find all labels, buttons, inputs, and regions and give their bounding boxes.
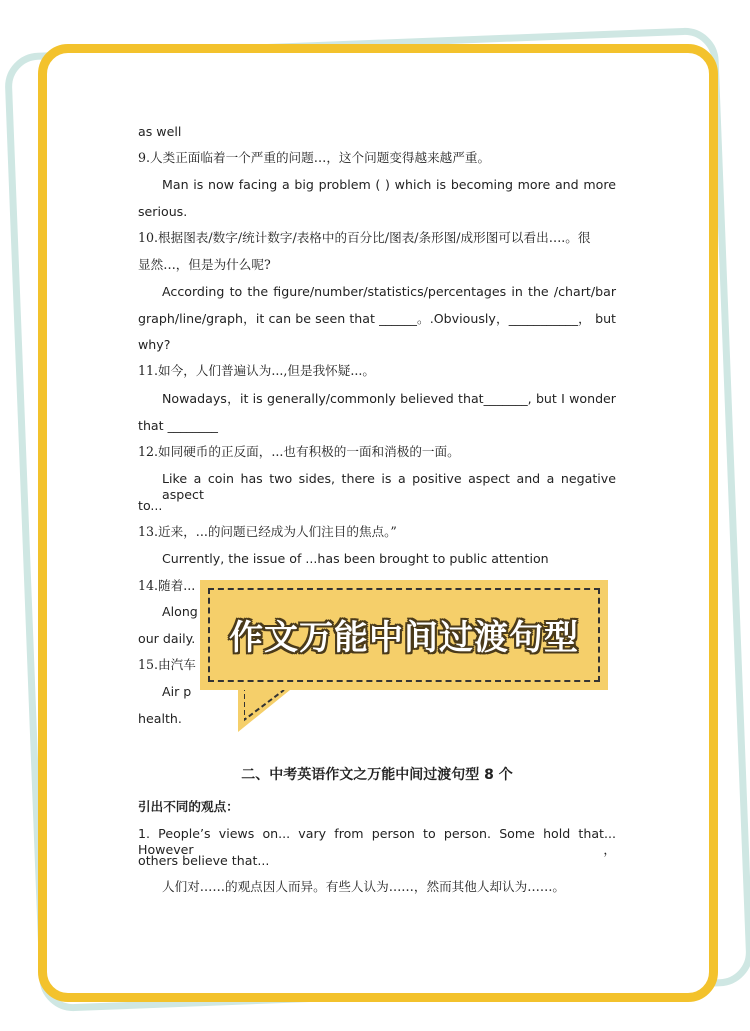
text-line: 15.由汽车	[138, 657, 196, 672]
text-line: 12.如同硬币的正反面，...也有积极的一面和消极的一面。	[138, 444, 460, 459]
text-line: Currently, the issue of ...has been brought to public attention	[162, 551, 549, 566]
text-line: as well	[138, 124, 182, 139]
text-line: Like a coin has two sides, there is a positive aspect and a negative aspect	[162, 471, 616, 502]
text-line: Air p	[162, 684, 192, 699]
text-line: 14.随着...	[138, 578, 196, 593]
text-line: Along	[162, 604, 198, 619]
section-heading: 二、中考英语作文之万能中间过渡句型 8 个	[241, 767, 513, 783]
text-line: 1. People’s views on... vary from person to person. Some hold that... However，	[138, 826, 616, 857]
text-line: our daily.	[138, 631, 196, 646]
callout-tail-outline	[244, 686, 286, 724]
text-line: health.	[138, 711, 182, 726]
text-line: why?	[138, 337, 171, 352]
text-line: According to the figure/number/statistics/percentages in the /chart/bar	[162, 284, 616, 299]
text-line: 显然…，但是为什么呢?	[138, 257, 271, 272]
text-line: graph/line/graph，it can be seen that ______。.Obviously，___________， but	[138, 311, 616, 326]
text-line: 人们对……的观点因人而异。有些人认为……，然而其他人却认为……。	[162, 879, 565, 894]
callout-title: 作文万能中间过渡句型	[229, 618, 579, 658]
text-line: 10.根据图表/数字/统计数字/表格中的百分比/图表/条形图/成形图可以看出….。很	[138, 230, 591, 245]
text-line: Man is now facing a big problem ( ) which is becoming more and more	[162, 177, 616, 192]
text-line: Nowadays，it is generally/commonly believed that_______, but I wonder	[162, 391, 616, 406]
text-line: 9.人类正面临着一个严重的问题…，这个问题变得越来越严重。	[138, 150, 491, 165]
text-line: serious.	[138, 204, 188, 219]
text-line: 13.近来，...的问题已经成为人们注目的焦点。”	[138, 524, 397, 539]
text-line: that ________	[138, 418, 218, 433]
text-line: 11.如今，人们普遍认为...,但是我怀疑...。	[138, 363, 375, 378]
callout-banner	[200, 580, 608, 690]
text-line: to...	[138, 498, 163, 513]
text-line: others believe that...	[138, 853, 270, 868]
subheading: 引出不同的观点：	[138, 799, 239, 814]
